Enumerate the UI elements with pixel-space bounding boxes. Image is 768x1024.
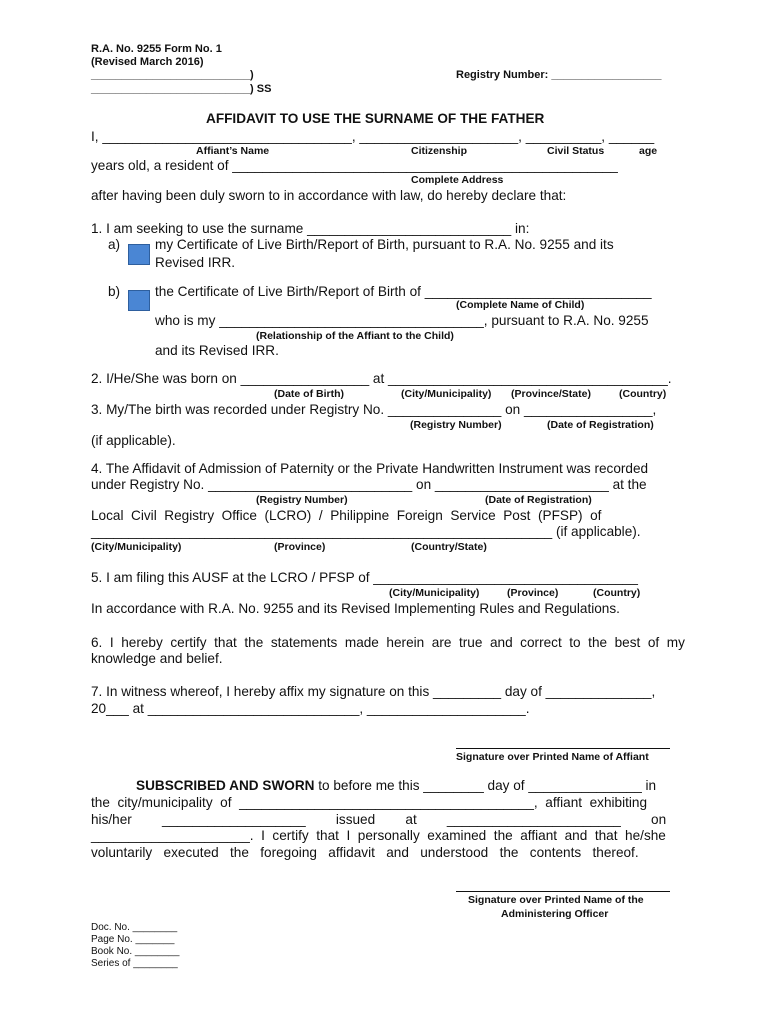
- item-4-line-2[interactable]: under Registry No. ___________________________ on _______________________ at the: [91, 477, 647, 492]
- label-complete-address: Complete Address: [411, 174, 504, 186]
- jurat-bold-heading: SUBSCRIBED AND SWORN: [136, 778, 315, 793]
- venue-line-1[interactable]: __________________________): [91, 69, 254, 81]
- item-5-line-2: In accordance with R.A. No. 9255 and its Revised Implementing Rules and Regulations.: [91, 601, 620, 616]
- label-age: age: [639, 145, 658, 157]
- option-b-text-1[interactable]: the Certificate of Live Birth/Report of Birth of ______________________________: [155, 284, 652, 299]
- document-title: AFFIDAVIT TO USE THE SURNAME OF THE FATHER: [206, 111, 545, 126]
- form-number: R.A. No. 9255 Form No. 1: [91, 43, 222, 55]
- item-3-registry-line[interactable]: 3. My/The birth was recorded under Registry No. _______________ on _________________,: [91, 402, 657, 417]
- label-registry-number: (Registry Number): [410, 419, 502, 431]
- officer-signature-label-2: Administering Officer: [501, 908, 609, 920]
- item-3-if-applicable: (if applicable).: [91, 433, 176, 448]
- label-complete-name-of-child: (Complete Name of Child): [456, 299, 585, 311]
- book-number-field[interactable]: Book No. ________: [91, 946, 180, 957]
- item-4-line-4[interactable]: _____________________________________________________________ (if applicable).: [91, 524, 641, 539]
- jurat-line-3[interactable]: his/her ___________________ issued at _______________________ on: [91, 812, 667, 827]
- venue-line-2[interactable]: __________________________) SS: [91, 83, 272, 95]
- item-6-line-2: knowledge and belief.: [91, 651, 223, 666]
- label-country-5: (Country): [593, 587, 641, 599]
- option-b-checkbox[interactable]: [128, 290, 150, 311]
- affiant-signature-label: Signature over Printed Name of Affiant: [456, 751, 649, 763]
- label-province-state: (Province/State): [511, 388, 591, 400]
- doc-number-field[interactable]: Doc. No. ________: [91, 922, 178, 933]
- label-country-state-4: (Country/State): [411, 541, 487, 553]
- label-affiant-name: Affiant’s Name: [196, 145, 270, 157]
- label-date-of-birth: (Date of Birth): [274, 388, 344, 400]
- residence-line[interactable]: years old, a resident of ___________________________________________________: [91, 158, 618, 173]
- officer-signature-line[interactable]: [456, 891, 670, 892]
- label-registry-number-4: (Registry Number): [256, 494, 348, 506]
- sworn-statement: after having been duly sworn to in accordance with law, do hereby declare that:: [91, 188, 567, 203]
- jurat-line-1-rest: to before me this ________ day of _______________ in: [314, 778, 657, 793]
- jurat-line-1[interactable]: [91, 778, 656, 793]
- option-b-text-3: and its Revised IRR.: [155, 343, 279, 358]
- registry-number-field[interactable]: Registry Number: __________________: [456, 69, 662, 81]
- label-country: (Country): [619, 388, 667, 400]
- revision-date: (Revised March 2016): [91, 56, 204, 68]
- option-a-text-2: Revised IRR.: [155, 255, 236, 270]
- item-5-line-1[interactable]: 5. I am filing this AUSF at the LCRO / PFSP of ___________________________________: [91, 570, 638, 585]
- item-1-surname-line[interactable]: 1. I am seeking to use the surname ___________________________ in:: [91, 221, 530, 236]
- option-a-marker: a): [108, 237, 121, 252]
- item-4-line-1: 4. The Affidavit of Admission of Paternity or the Private Handwritten Instrument was recorded: [91, 461, 649, 476]
- jurat-line-2[interactable]: the city/municipality of _______________________________________, affiant exhibiting: [91, 795, 648, 810]
- option-b-text-2[interactable]: who is my ___________________________________, pursuant to R.A. No. 9255: [155, 313, 649, 328]
- option-a-text-1: my Certificate of Live Birth/Report of Birth, pursuant to R.A. No. 9255 and its: [155, 237, 614, 252]
- label-city-municipality: (City/Municipality): [401, 388, 492, 400]
- option-b-marker: b): [108, 284, 121, 299]
- affiant-details-line[interactable]: I, _________________________________, _____________________, __________, ______: [91, 129, 655, 144]
- item-7-line-1[interactable]: 7. In witness whereof, I hereby affix my signature on this _________ day of ______________,: [91, 684, 656, 699]
- item-7-line-2[interactable]: 20___ at ____________________________, _____________________.: [91, 701, 530, 716]
- item-2-birth-line[interactable]: 2. I/He/She was born on _________________ at _____________________________________.: [91, 371, 672, 386]
- label-province-4: (Province): [274, 541, 326, 553]
- label-city-municipality-5: (City/Municipality): [389, 587, 480, 599]
- jurat-line-4[interactable]: _____________________. I certify that I personally examined the affiant and that he/she: [91, 828, 666, 843]
- label-date-of-registration: (Date of Registration): [547, 419, 654, 431]
- label-date-of-registration-4: (Date of Registration): [485, 494, 592, 506]
- option-a-checkbox[interactable]: [128, 244, 150, 265]
- item-4-line-3: Local Civil Registry Office (LCRO) / Philippine Foreign Service Post (PFSP) of: [91, 508, 602, 523]
- affiant-signature-line[interactable]: [456, 748, 670, 749]
- jurat-line-5: voluntarily executed the foregoing affidavit and understood the contents thereof.: [91, 845, 639, 860]
- series-field[interactable]: Series of ________: [91, 958, 178, 969]
- label-relationship: (Relationship of the Affiant to the Child): [256, 330, 454, 342]
- label-civil-status: Civil Status: [547, 145, 605, 157]
- officer-signature-label-1: Signature over Printed Name of the: [468, 894, 644, 906]
- page-number-field[interactable]: Page No. _______: [91, 934, 175, 945]
- label-city-municipality-4: (City/Municipality): [91, 541, 182, 553]
- item-6-line-1: 6. I hereby certify that the statements made herein are true and correct to the best of my: [91, 635, 685, 650]
- label-citizenship: Citizenship: [411, 145, 468, 157]
- label-province-5: (Province): [507, 587, 559, 599]
